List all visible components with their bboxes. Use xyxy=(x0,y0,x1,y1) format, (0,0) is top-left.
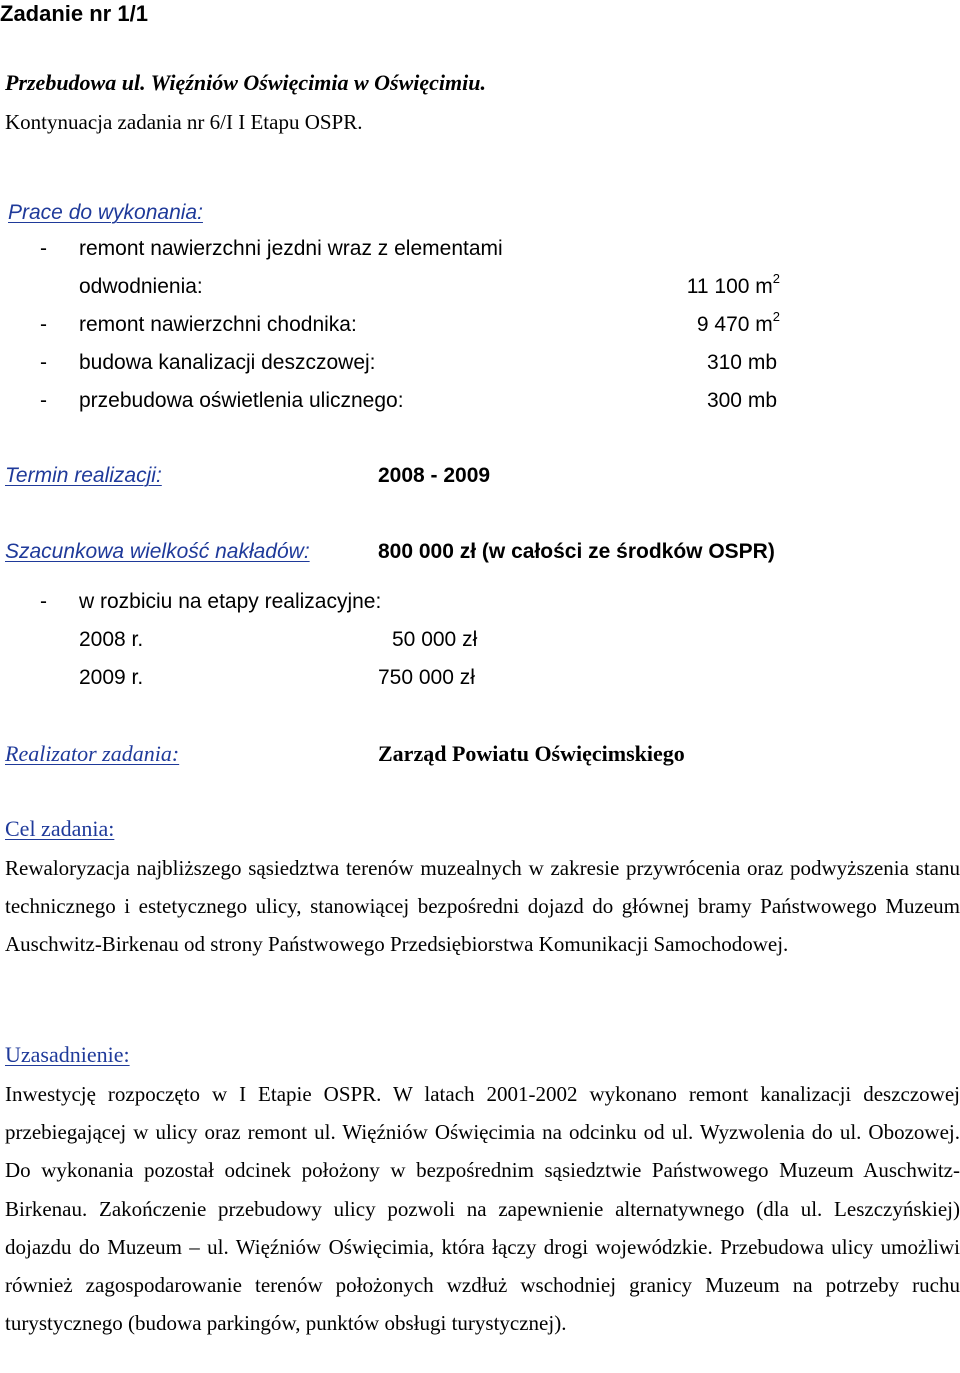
goal-heading: Cel zadania: xyxy=(5,816,115,841)
cost-label: Szacunkowa wielkość nakładów: xyxy=(5,540,310,563)
task-subtitle: Przebudowa ul. Więźniów Oświęcimia w Oświęcimiu. xyxy=(5,70,487,95)
dash-marker: - xyxy=(40,351,47,374)
term-label: Termin realizacji: xyxy=(5,464,162,487)
works-item-text: budowa kanalizacji deszczowej: xyxy=(79,351,376,374)
dash-marker: - xyxy=(40,389,47,412)
goal-paragraph: Rewaloryzacja najbliższego sąsiedztwa terenów muzealnych w zakresie przywrócenia oraz podwyższenia stanu technicznego i estetycznego ulicy, stanowiącej bezpośredni dojazd do głównej bramy Państwowego Muzeum Auschwitz-Birkenau od strony Państwowego Przedsiębiorstwa Komunikacji Samochodowej. xyxy=(5,856,960,957)
stage-amount: 750 000 zł xyxy=(378,666,475,689)
implementer-label: Realizator zadania: xyxy=(5,741,180,766)
works-item-text: remont nawierzchni jezdni wraz z elementami xyxy=(79,237,503,260)
works-item-text: odwodnienia: xyxy=(79,275,203,298)
works-item-text: przebudowa oświetlenia ulicznego: xyxy=(79,389,404,412)
dash-marker: - xyxy=(40,237,47,260)
breakdown-label: w rozbiciu na etapy realizacyjne: xyxy=(79,590,382,613)
page-title: Zadanie nr 1/1 xyxy=(0,1,148,26)
stage-year: 2009 r. xyxy=(79,666,144,689)
stage-amount: 50 000 zł xyxy=(392,628,478,651)
term-value: 2008 - 2009 xyxy=(378,464,491,487)
implementer-value: Zarząd Powiatu Oświęcimskiego xyxy=(378,741,685,766)
dash-marker: - xyxy=(40,313,47,336)
continuation-line: Kontynuacja zadania nr 6/I I Etapu OSPR. xyxy=(5,110,363,134)
works-item-text: remont nawierzchni chodnika: xyxy=(79,313,357,336)
works-heading: Prace do wykonania: xyxy=(8,201,203,224)
justification-paragraph: Inwestycję rozpoczęto w I Etapie OSPR. W latach 2001-2002 wykonano remont kanalizacji deszczowej przebiegającej w ulicy oraz remont ul. Więźniów Oświęcimia na odcinku od ul. Wyzwolenia do ul. Obozowej. Do wykonania pozostał odcinek położony w bezpośrednim sąsiedztwie Państwowego Muzeum Auschwitz-Birkenau. Zakończenie przebudowy ulicy pozwoli na zapewnienie alternatywnego (dla ul. Leszczyńskiej) dojazdu do Muzeum – ul. Więźniów Oświęcimia, która łączy drogi wojewódzkie. Przebudowa ulicy umożliwi również zagospodarowanie terenów położonych wzdłuż wschodniej granicy Muzeum na potrzeby ruchu turystycznego (budowa parkingów, punktów obsługi turystycznej). xyxy=(5,1082,960,1336)
cost-value: 800 000 zł (w całości ze środków OSPR) xyxy=(378,540,775,563)
justification-heading: Uzasadnienie: xyxy=(5,1042,130,1067)
works-item-amount: 310 mb xyxy=(706,351,777,374)
works-item-amount: 11 100 $m^2$ xyxy=(686,271,780,298)
dash-marker: - xyxy=(40,590,47,613)
works-item-amount: 300 mb xyxy=(706,389,777,412)
works-item-amount: 9 470 $m^2$ xyxy=(696,309,780,336)
stage-year: 2008 r. xyxy=(79,628,144,651)
